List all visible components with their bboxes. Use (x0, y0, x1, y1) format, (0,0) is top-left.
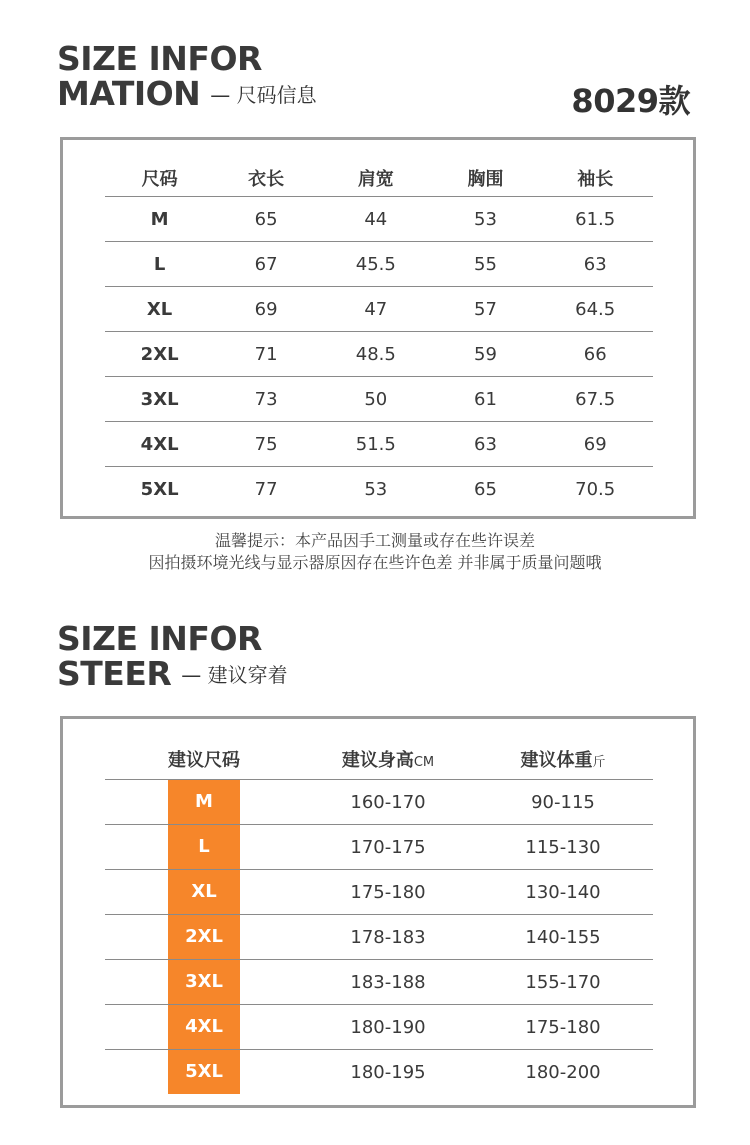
size-cell: L (105, 242, 214, 287)
rec-size-cell (105, 780, 303, 825)
rec-size-cell (105, 870, 303, 915)
section2-title-main: STEER (57, 654, 172, 693)
note-line-2: 因拍摄环境光线与显示器原因存在些许色差 并非属于质量问题哦 (148, 553, 602, 572)
shoulder-cell: 44 (318, 197, 434, 242)
shoulder-cell: 48.5 (318, 332, 434, 377)
table-row (105, 870, 653, 915)
col-header-shoulder: 肩宽 (318, 160, 434, 197)
recommendation-box (60, 716, 696, 1108)
sleeve-cell: 63 (537, 242, 653, 287)
rec-height-cell: 160-170 (303, 780, 473, 825)
rec-height-cell: 170-175 (303, 825, 473, 870)
section1-subtitle: — 尺码信息 (210, 83, 317, 107)
chest-cell: 53 (434, 197, 538, 242)
size-cell: 5XL (140, 478, 179, 500)
rec-size-cell (105, 825, 303, 870)
rec-height-cell: 178-183 (303, 915, 473, 960)
size-cell: M (105, 197, 214, 242)
col-header-length: 衣长 (214, 160, 318, 197)
col-header-sleeve: 袖长 (537, 160, 653, 197)
table-row (105, 287, 653, 332)
col-header-size: 尺码 (105, 160, 214, 197)
table-row (105, 780, 653, 825)
col-header-rec-weight (473, 739, 653, 780)
rec-weight-unit: 斤 (592, 755, 606, 770)
rec-height-label: 建议身高 (341, 750, 414, 771)
table-row (105, 242, 653, 287)
size-cell: 3XL (105, 377, 214, 422)
rec-height-unit: CM (413, 755, 435, 770)
chest-cell: 61 (434, 377, 538, 422)
chest-cell: 57 (434, 287, 538, 332)
table-row (105, 915, 653, 960)
rec-weight-cell: 130-140 (473, 870, 653, 915)
rec-table-header (105, 739, 653, 780)
note-line-1: 温馨提示：本产品因手工测量或存在些许误差 (214, 531, 535, 550)
table-row (105, 422, 653, 467)
sleeve-cell: 64.5 (537, 287, 653, 332)
rec-weight-cell: 90-115 (473, 780, 653, 825)
rec-weight-cell: 175-180 (473, 1005, 653, 1050)
table-row (105, 1005, 653, 1050)
section2-title-line1: SIZE INFOR (57, 619, 262, 658)
recommendation-table (105, 739, 653, 1094)
table-row (105, 825, 653, 870)
length-cell: 71 (214, 332, 318, 377)
shoulder-cell: 45.5 (318, 242, 434, 287)
sleeve-cell: 70.5 (575, 478, 616, 500)
rec-height-cell: 183-188 (303, 960, 473, 1005)
section1-title-line1: SIZE INFOR (57, 39, 262, 78)
size-badge: 4XL (168, 1005, 240, 1049)
rec-height-cell: 180-195 (350, 1061, 426, 1083)
rec-size-cell (105, 915, 303, 960)
shoulder-cell: 50 (318, 377, 434, 422)
sleeve-cell: 61.5 (537, 197, 653, 242)
shoulder-cell: 51.5 (318, 422, 434, 467)
rec-size-cell (105, 1005, 303, 1050)
rec-weight-cell: 155-170 (473, 960, 653, 1005)
size-cell: 4XL (105, 422, 214, 467)
table-row (105, 467, 653, 512)
section2-title-line2 (57, 655, 288, 694)
table-row (105, 1050, 653, 1095)
col-header-chest: 胸围 (434, 160, 538, 197)
length-cell: 69 (214, 287, 318, 332)
rec-weight-cell: 140-155 (473, 915, 653, 960)
rec-height-cell: 180-190 (303, 1005, 473, 1050)
rec-size-cell (105, 1050, 303, 1095)
table-row (105, 197, 653, 242)
length-cell: 77 (254, 478, 278, 500)
chest-cell: 59 (434, 332, 538, 377)
table-row (105, 332, 653, 377)
size-badge: XL (168, 870, 240, 914)
size-badge: L (168, 825, 240, 869)
style-code: 8029款 (571, 82, 690, 120)
length-cell: 75 (214, 422, 318, 467)
length-cell: 67 (214, 242, 318, 287)
rec-weight-label: 建议体重 (520, 750, 593, 771)
size-badge: M (168, 780, 240, 824)
table-row (105, 377, 653, 422)
sleeve-cell: 67.5 (537, 377, 653, 422)
shoulder-cell: 47 (318, 287, 434, 332)
size-badge: 5XL (168, 1050, 240, 1094)
rec-size-cell (105, 960, 303, 1005)
size-badge: 3XL (168, 960, 240, 1004)
size-info-box (60, 137, 696, 519)
rec-height-cell: 175-180 (303, 870, 473, 915)
section2-subtitle: — 建议穿着 (181, 663, 288, 687)
length-cell: 65 (214, 197, 318, 242)
shoulder-cell: 53 (364, 478, 388, 500)
size-cell: XL (105, 287, 214, 332)
rec-weight-cell: 115-130 (473, 825, 653, 870)
sleeve-cell: 66 (537, 332, 653, 377)
sleeve-cell: 69 (537, 422, 653, 467)
col-header-rec-size: 建议尺码 (105, 739, 303, 780)
size-table-header (105, 160, 653, 197)
rec-weight-cell: 180-200 (525, 1061, 601, 1083)
size-cell: 2XL (105, 332, 214, 377)
col-header-rec-height (303, 739, 473, 780)
table-row (105, 960, 653, 1005)
chest-cell: 65 (474, 478, 497, 500)
length-cell: 73 (214, 377, 318, 422)
section1-title-line2 (57, 75, 317, 114)
section1-title-main: MATION (57, 74, 201, 113)
chest-cell: 63 (434, 422, 538, 467)
size-badge: 2XL (168, 915, 240, 959)
size-info-table (105, 160, 653, 511)
chest-cell: 55 (434, 242, 538, 287)
